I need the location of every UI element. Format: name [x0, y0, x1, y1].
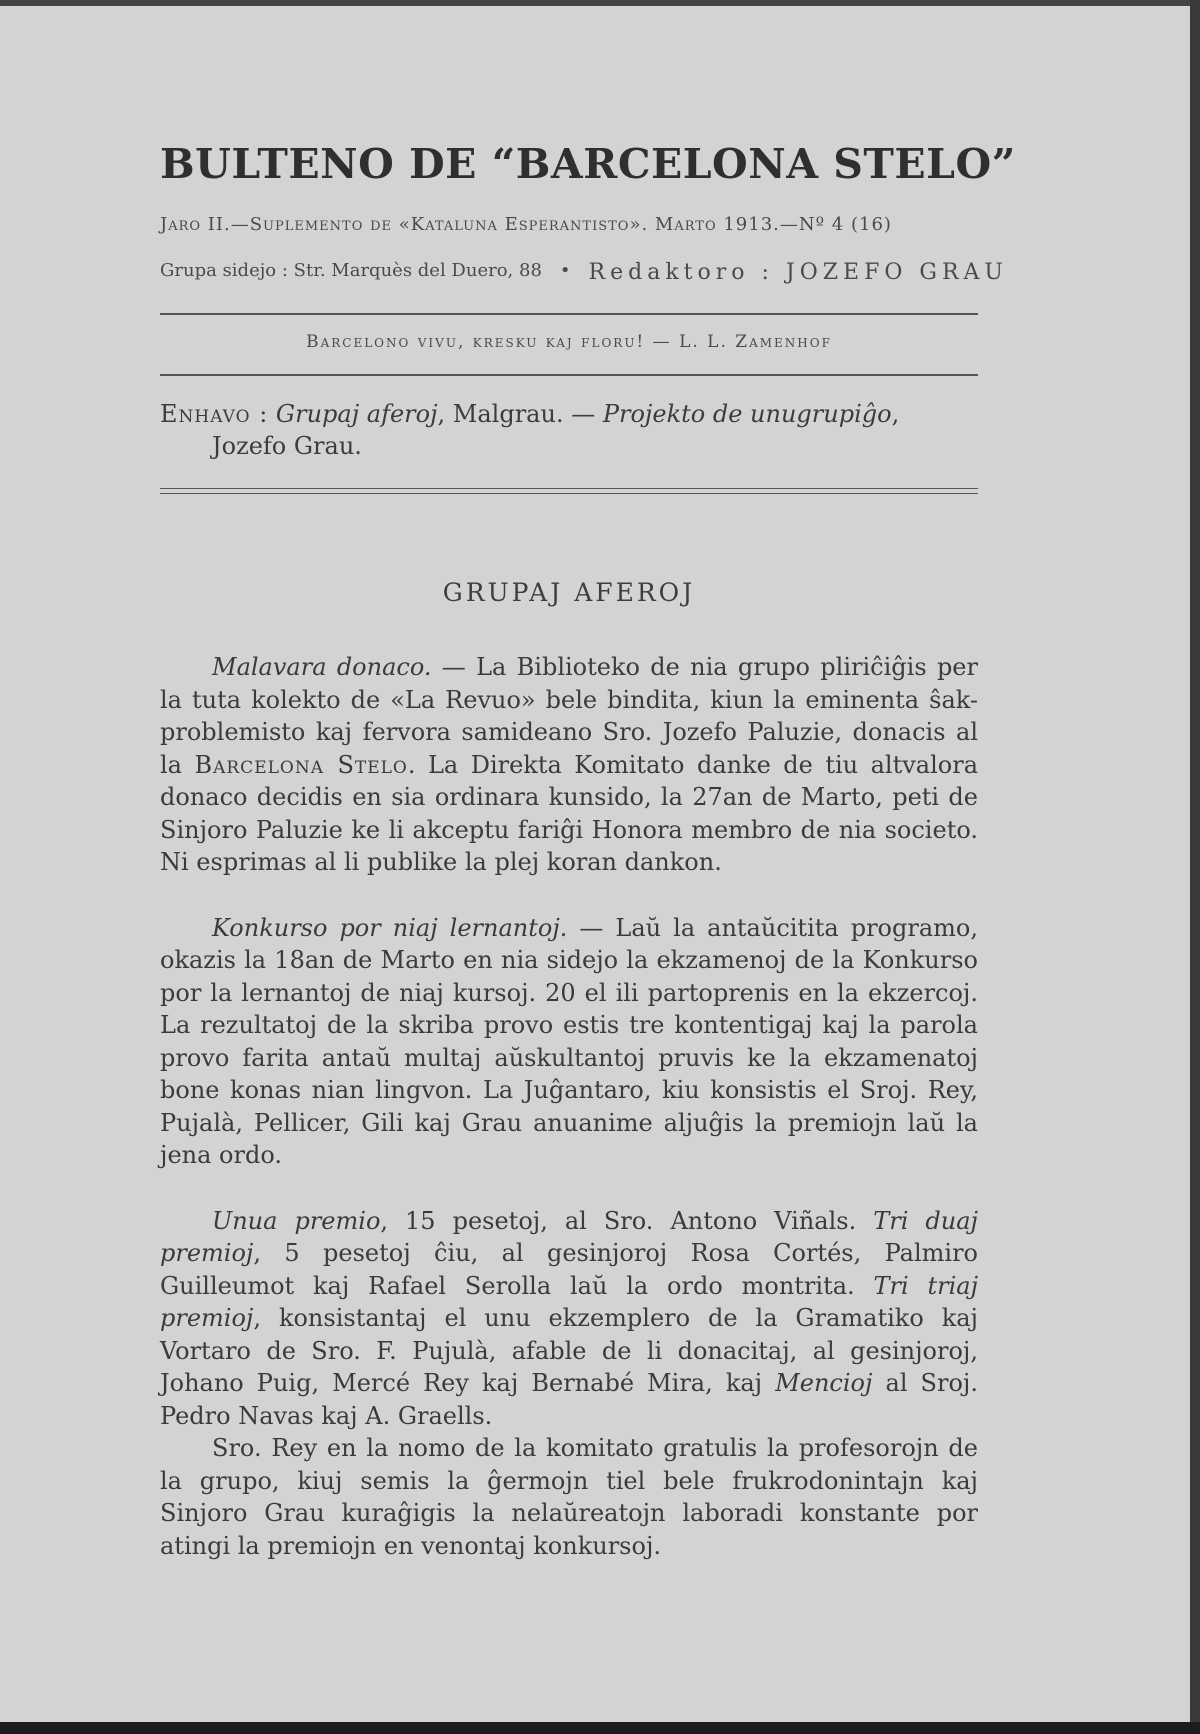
paragraph-text: , 5 pesetoj ĉiu, al gesinjoroj Rosa Cortés, Palmiro Guilleumot kaj Rafael Serolla laŭ la ordo montrita. [160, 1239, 978, 1300]
issue-line: Jaro II.—Suplemento de «Kataluna Esperantisto». Marto 1913.—Nº 4 (16) [160, 214, 892, 235]
paragraph-text: — Laŭ la antaŭcitita programo, okazis la 18an de Marto en nia sidejo la ekzamenoj de la Konkurso por la lernantoj de niaj kursoj. 20 el ili partoprenis en la ekzercoj. La rezultatoj de la skriba provo estis tre kontentigaj kaj la parola provo farita antaŭ multaj aŭskultantoj pruvis ke la ekzamenatoj bone konas nian lingvon. La Juĝantaro, kiu konsistis el Sroj. Rey, Pujalà, Pellicer, Gili kaj Grau anuanime aljuĝis la premiojn laŭ la jena ordo. [160, 913, 978, 1169]
contents-rule-b [160, 493, 978, 494]
seat-editor-line [160, 260, 1008, 285]
contents-item-1-author: , Malgrau. — [437, 400, 596, 428]
paragraph-prizes [160, 1205, 978, 1433]
bulletin-title: BULTENO DE “BARCELONA STELO” [160, 140, 1016, 188]
paragraph-lead: Malavara donaco. [212, 653, 432, 681]
paragraph-congratulations: Sro. Rey en la nomo de la komitato gratulis la profesorojn de la grupo, kiuj semis la ĝermojn tiel bele frukrodonintajn kaj Sinjoro Grau kuraĝigis la nelaŭreatojn laboradi konstante por atingi la premiojn en venontaj konkursoj. [160, 1434, 978, 1560]
paragraph-lead: Unua premio [212, 1206, 381, 1235]
paragraph-emphasis: Tri duaj premioj [160, 1206, 978, 1267]
paragraph-emphasis: Mencioj [775, 1369, 873, 1397]
paragraph-lead: Konkurso por niaj lernantoj. [212, 913, 568, 942]
paragraph-text: al Sroj. Pedro Navas kaj A. Graells. [160, 1369, 978, 1430]
scan-edge-bottom [0, 1722, 1200, 1734]
paragraph-text: — La Biblioteko de nia grupo pliriĉiĝis per la tuta kolekto de «La Revuo» bele bindita, kiun la eminenta ŝak-problemisto kaj fervora samideano Sro. Jozefo Paluzie, donacis al la [160, 653, 978, 779]
contents-item-1-title: Grupaj aferoj [275, 400, 438, 428]
editor-label: Redaktoro : JOZEFO GRAU [588, 260, 1008, 285]
scan-edge-right [1190, 0, 1200, 1734]
header-rule-bottom [160, 374, 978, 376]
header-rule-top [160, 313, 978, 315]
article-title: GRUPAJ AFEROJ [442, 578, 696, 607]
contents-item-2-author: , Jozefo Grau. [212, 400, 900, 460]
table-of-contents [160, 398, 978, 462]
paragraph-emphasis: Tri triaj premioj [160, 1271, 979, 1332]
seat-label: Grupa sidejo : Str. Marquès del Duero, 88 [160, 260, 542, 281]
paragraph-text: , konsistantaj el unu ekzemplero de la Gramatiko kaj Vortaro de Sro. F. Pujulà, afable de li donacitaj, al gesinjoroj, Johano Puig, Mercé Rey kaj Bernabé Mira, kaj [160, 1304, 978, 1397]
paragraph-contest [160, 912, 978, 1172]
contents-label: Enhavo : [160, 400, 269, 428]
separator-dot: • [559, 260, 571, 281]
paragraph-text: . La Direkta Komitato danke de tiu altvalora donaco decidis en sia ordinara kunsido, la 27an de Marto, peti de Sinjoro Paluzie ke li akceptu fariĝi Honora membro de nia societo. Ni esprimas al li publike la plej koran dankon. [160, 750, 978, 876]
motto: Barcelono vivu, kresku kaj floru! — L. L. Zamenhof [306, 332, 832, 352]
scan-edge-top [0, 0, 1200, 6]
contents-item-2-title: Projekto de unugrupiĝo [602, 400, 892, 428]
paragraph-text: , 15 pesetoj, al Sro. Antono Viñals. [380, 1206, 874, 1235]
contents-rule-a [160, 488, 978, 489]
article-body [160, 651, 978, 1562]
society-name: Barcelona Stelo [194, 750, 408, 779]
paragraph-donation [160, 651, 978, 879]
